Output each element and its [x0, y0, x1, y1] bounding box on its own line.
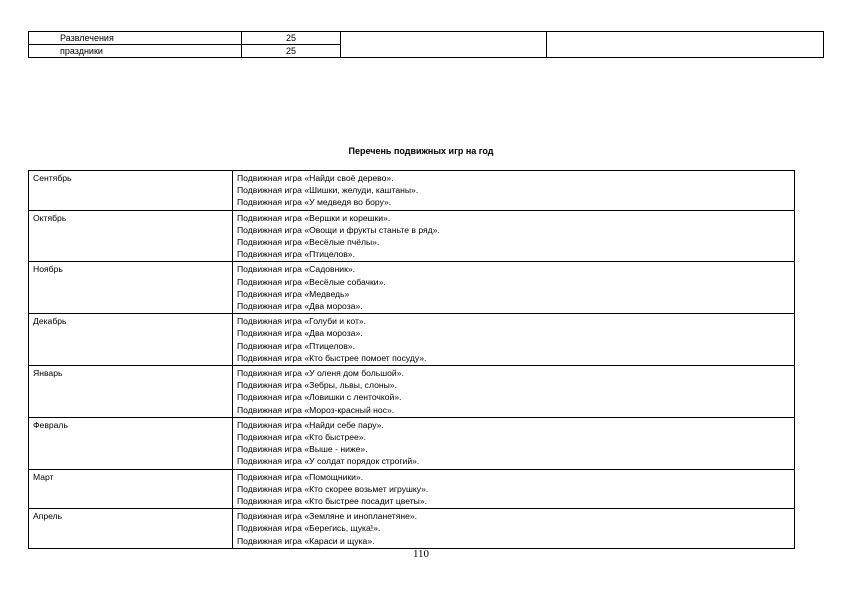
table-row: [29, 366, 795, 418]
month-cell: Декабрь: [29, 314, 233, 366]
table-row: [29, 314, 795, 366]
games-cell: [233, 262, 795, 314]
table-row: [29, 262, 795, 314]
game-item: Подвижная игра «Весёлые пчёлы».: [237, 237, 380, 248]
game-item: Подвижная игра «Найди своё дерево».: [237, 173, 394, 183]
game-item: Подвижная игра «Два мороза».: [237, 301, 363, 312]
game-item: Подвижная игра «Вершки и корешки».: [237, 212, 391, 223]
month-cell: Октябрь: [29, 210, 233, 262]
month-cell: Февраль: [29, 417, 233, 469]
section-title: Перечень подвижных игр на год: [348, 146, 494, 156]
game-item: Подвижная игра «Кто быстрее посадит цветы».: [237, 496, 428, 507]
games-cell: [233, 210, 795, 262]
game-item: Подвижная игра «Зебры, львы, слоны».: [237, 380, 397, 391]
game-item: Подвижная игра «Ловишки с ленточкой».: [237, 392, 402, 403]
game-item: Подвижная игра «Кто скорее возьмет игрушку».: [237, 483, 429, 494]
game-item: Подвижная игра «У оленя дом большой».: [237, 368, 404, 379]
game-item: Подвижная игра «Шишки, желуди, каштаны».: [237, 185, 419, 196]
table-row: [29, 469, 795, 509]
table-row: [29, 509, 795, 549]
month-cell: Апрель: [29, 509, 233, 549]
game-item: Подвижная игра «Весёлые собачки».: [237, 276, 386, 287]
games-cell: [233, 417, 795, 469]
empty-cell: [547, 32, 824, 58]
game-item: Подвижная игра «Помощники».: [237, 471, 364, 482]
row-value: 25: [242, 45, 341, 58]
game-item: Подвижная игра «Птицелов».: [237, 249, 355, 260]
month-cell: Январь: [29, 366, 233, 418]
table-row: [29, 32, 824, 45]
game-item: Подвижная игра «У медведя во бору».: [237, 197, 392, 208]
row-label: Развлечения: [29, 32, 242, 45]
game-item: Подвижная игра «Найди себе пару».: [237, 419, 384, 430]
games-cell: [233, 171, 795, 211]
table-row: [29, 417, 795, 469]
game-item: Подвижная игра «Мороз-красный нос».: [237, 404, 395, 415]
page-number: 110: [412, 548, 430, 560]
game-item: Подвижная игра «Земляне и инопланетяне».: [237, 511, 418, 522]
games-cell: [233, 314, 795, 366]
row-label: праздники: [29, 45, 242, 58]
row-value: 25: [242, 32, 341, 45]
game-item: Подвижная игра «Выше - ниже».: [237, 444, 368, 455]
game-item: Подвижная игра «Два мороза».: [237, 328, 363, 339]
games-table: [28, 170, 795, 549]
game-item: Подвижная игра «Кто быстрее».: [237, 432, 366, 443]
game-item: Подвижная игра «Овощи и фрукты станьте в ряд».: [237, 224, 440, 235]
game-item: Подвижная игра «Птицелов».: [237, 340, 355, 351]
games-cell: [233, 509, 795, 549]
game-item: Подвижная игра «Садовник».: [237, 264, 356, 275]
table-row: [29, 210, 795, 262]
game-item: Подвижная игра «Кто быстрее помоет посуду».: [237, 352, 427, 363]
game-item: Подвижная игра «Караси и щука».: [237, 535, 375, 546]
month-cell: Ноябрь: [29, 262, 233, 314]
games-cell: [233, 366, 795, 418]
table-row: [29, 171, 795, 211]
game-item: Подвижная игра «Медведь»: [237, 288, 350, 299]
month-cell: Сентябрь: [29, 171, 233, 211]
game-item: Подвижная игра «Голуби и кот».: [237, 316, 367, 327]
game-item: Подвижная игра «У солдат порядок строгий».: [237, 456, 420, 467]
summary-table: [28, 31, 824, 58]
game-item: Подвижная игра «Берегись, щука!».: [237, 523, 381, 534]
empty-cell: [341, 32, 547, 58]
games-cell: [233, 469, 795, 509]
month-cell: Март: [29, 469, 233, 509]
